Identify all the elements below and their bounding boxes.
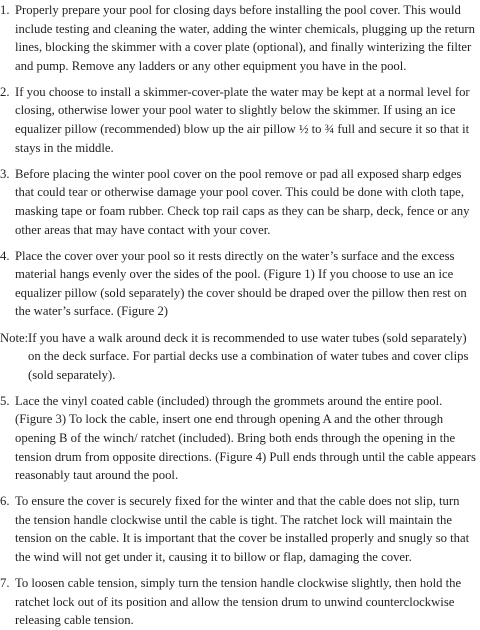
note-text: If you have a walk around deck it is recommended to use water tubes (sold separately) on the deck surface. For partial decks use a combination of water tubes and cover clips (sold separately).	[28, 330, 469, 382]
step-text: Properly prepare your pool for closing days before installing the pool cover. This would include testing and cleaning the water, adding the winter chemicals, plugging up the return lines, blocking the skimmer with a cover plate (optional), and finally winterizing the filter and pump. Remove any ladders or any other equipment you have in the pool.	[15, 3, 475, 73]
step-number: 6.	[0, 494, 10, 509]
step-2	[0, 83, 478, 157]
step-3	[0, 165, 478, 239]
step-number: 7.	[0, 576, 10, 591]
step-1	[0, 1, 478, 75]
step-number: 2.	[0, 84, 10, 99]
step-text: If you choose to install a skimmer-cover-plate the water may be kept at a normal level for closing, otherwise lower your pool water to slightly below the skimmer. If using an ice equalizer pillow (recommended) blow up the air pillow ½ to ¾ full and secure it so that it stays in the middle.	[15, 84, 470, 155]
step-number: 3.	[0, 166, 10, 181]
step-7	[0, 574, 478, 630]
step-4	[0, 247, 478, 321]
step-6	[0, 492, 478, 566]
step-text: Lace the vinyl coated cable (included) through the grommets around the entire pool. (Figure 3) To lock the cable, insert one end through opening A and the other through opening B of the winch/ ratchet (included). Bring both ends through the opening in the tension drum from opposite directions. (Figure 4) Pull ends through until the cable appears reasonably taut around the pool.	[15, 393, 476, 483]
step-text: Before placing the winter pool cover on the pool remove or pad all exposed sharp edges that could tear or otherwise damage your pool cover. This could be done with cloth tape, masking tape or foam rubber. Check top rail caps as they can be sharp, deck, fence or any other areas that may have contact with your cover.	[15, 166, 470, 237]
step-number: 4.	[0, 248, 10, 263]
note	[0, 329, 478, 385]
step-text: To ensure the cover is securely fixed for the winter and that the cable does not slip, turn the tension handle clockwise until the cable is tight. The ratchet lock will maintain the tension on the cable. It is important that the cover be installed properly and snugly so that the wind will not get under it, causing it to billow or flap, damaging the cover.	[15, 494, 470, 565]
step-5	[0, 392, 478, 485]
step-number: 1.	[0, 3, 10, 17]
step-number: 5.	[0, 393, 10, 408]
step-text: To loosen cable tension, simply turn the tension handle clockwise slightly, then hold the ratchet lock out of its position and allow the tension drum to unwind counterclockwise releasing cable tension.	[15, 576, 462, 628]
step-text: Place the cover over your pool so it rests directly on the water’s surface and the excess material hangs evenly over the sides of the pool. (Figure 1) If you choose to use an ice equalizer pillow (sold separately) the cover should be draped over the pillow then rest on the water’s surface. (Figure 2)	[15, 248, 467, 319]
note-label: Note:	[0, 330, 29, 345]
